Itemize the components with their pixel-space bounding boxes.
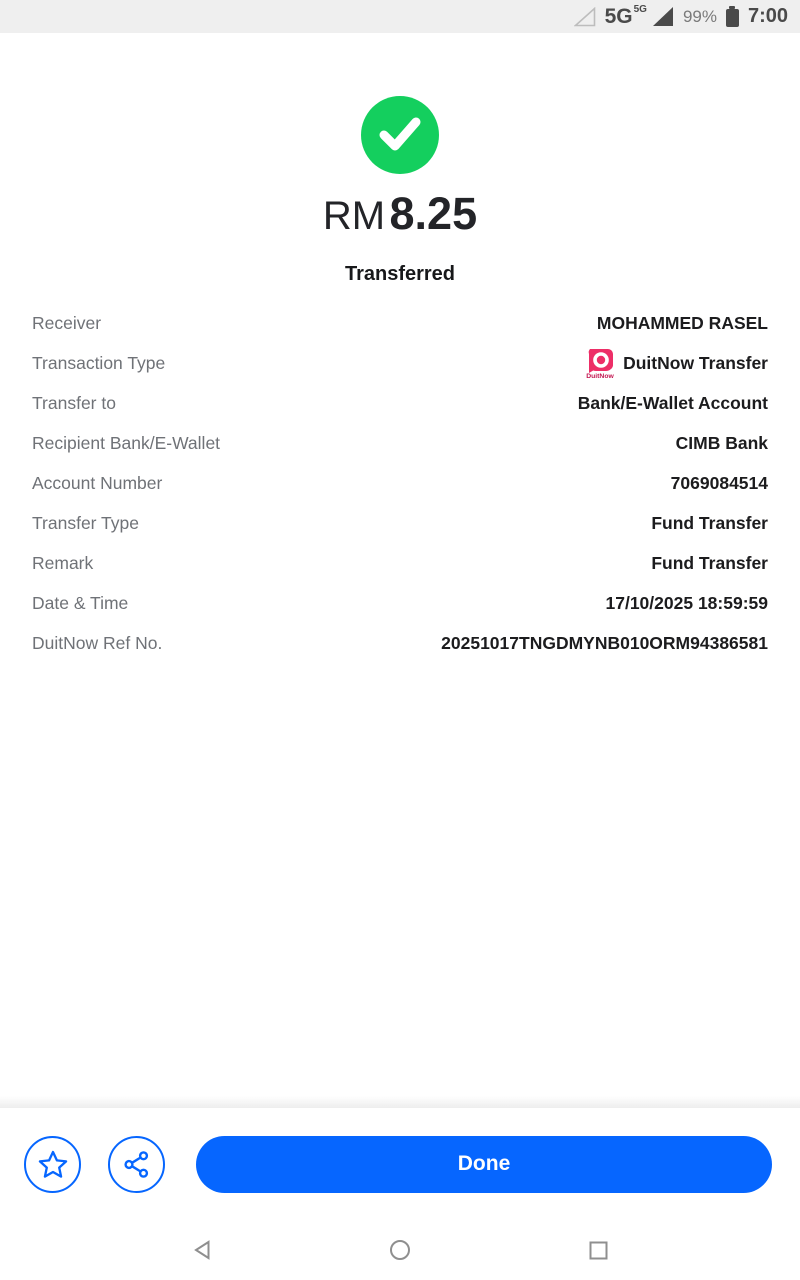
detail-label: DuitNow Ref No. xyxy=(32,632,163,653)
detail-label: Account Number xyxy=(32,472,163,493)
detail-label: Remark xyxy=(32,552,94,573)
detail-row-remark xyxy=(0,543,800,583)
detail-value: 7069084514 xyxy=(670,472,768,493)
battery-icon xyxy=(726,6,739,27)
battery-percent-label: 99% xyxy=(682,6,717,26)
transfer-status-label: Transferred xyxy=(344,263,456,285)
detail-value: 17/10/2025 18:59:59 xyxy=(605,592,768,613)
detail-row-receiver xyxy=(0,303,800,343)
done-button[interactable]: Done xyxy=(196,1136,772,1193)
detail-label: Transaction Type xyxy=(32,352,166,373)
detail-row-transaction-type xyxy=(0,343,800,383)
android-nav-bar xyxy=(0,1220,800,1280)
star-icon xyxy=(38,1150,68,1179)
action-bar xyxy=(0,1108,800,1220)
detail-value: Fund Transfer xyxy=(651,552,768,573)
detail-label: Transfer to xyxy=(32,392,116,413)
detail-value: Fund Transfer xyxy=(651,512,768,533)
success-check-icon xyxy=(361,96,439,174)
detail-label: Date & Time xyxy=(32,592,129,613)
detail-label: Receiver xyxy=(32,312,102,333)
detail-value: MOHAMMED RASEL xyxy=(596,312,768,333)
detail-value: Bank/E-Wallet Account xyxy=(577,392,768,413)
transaction-type-text: DuitNow Transfer xyxy=(623,352,768,373)
detail-label: Recipient Bank/E-Wallet xyxy=(32,432,221,453)
duitnow-logo xyxy=(585,348,615,379)
nav-recents-icon[interactable] xyxy=(589,1241,608,1260)
currency-label: RM xyxy=(322,194,386,238)
detail-row-transfer-to xyxy=(0,383,800,423)
network-type-label: 5G $^{5G}$ xyxy=(604,4,647,28)
favorite-button[interactable] xyxy=(24,1136,81,1193)
signal-5g-icon xyxy=(652,7,674,27)
detail-row-account-number xyxy=(0,463,800,503)
detail-row-ref-no xyxy=(0,623,800,663)
signal-empty-icon xyxy=(574,7,596,27)
detail-label: Transfer Type xyxy=(32,512,139,533)
detail-row-recipient-bank xyxy=(0,423,800,463)
detail-row-transfer-type xyxy=(0,503,800,543)
transaction-details-list xyxy=(0,303,800,663)
nav-home-icon[interactable] xyxy=(389,1239,411,1261)
amount-value: 8.25 xyxy=(389,188,478,239)
detail-row-date-time xyxy=(0,583,800,623)
share-icon xyxy=(123,1151,150,1178)
clock-label: 7:00 xyxy=(747,5,788,27)
share-button[interactable] xyxy=(108,1136,165,1193)
status-bar xyxy=(0,0,800,33)
action-bar-shadow xyxy=(0,1096,800,1108)
svg-text:DuitNow: DuitNow xyxy=(586,372,614,379)
detail-value: 20251017TNGDMYNB010ORM94386581 xyxy=(441,632,768,653)
nav-back-icon[interactable] xyxy=(193,1240,211,1260)
detail-value: CIMB Bank xyxy=(675,432,768,453)
transfer-amount xyxy=(0,188,800,240)
detail-value xyxy=(585,348,768,379)
